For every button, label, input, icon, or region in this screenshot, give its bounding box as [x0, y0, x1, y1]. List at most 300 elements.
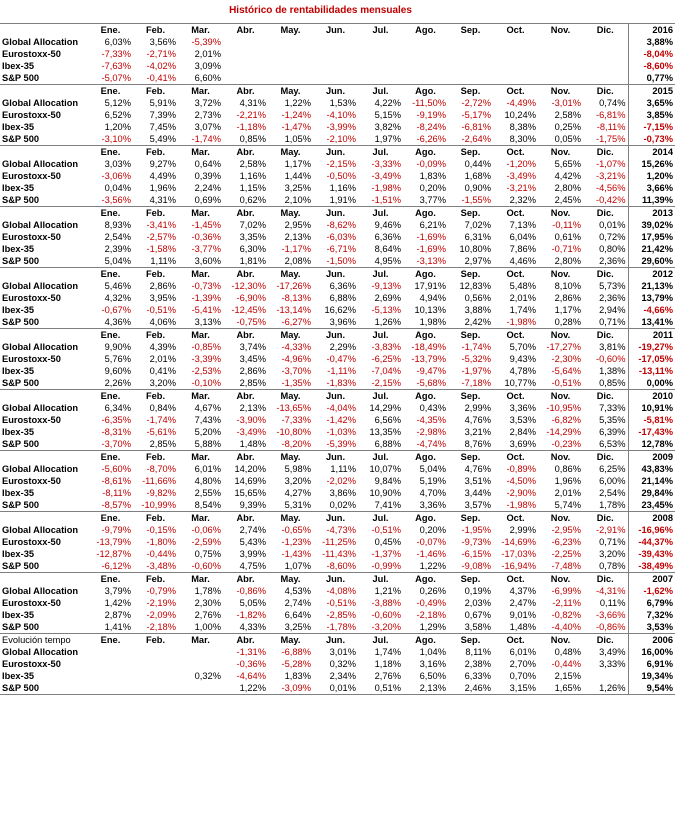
- monthly-return-cell: 6,30%: [239, 244, 266, 254]
- monthly-return-cell: -3,01%: [551, 98, 581, 108]
- monthly-return-cell: 1,38%: [599, 366, 626, 376]
- fund-name: S&P 500: [0, 682, 88, 695]
- monthly-return-cell: -1,51%: [358, 194, 403, 207]
- monthly-return-cell: -0,67%: [101, 305, 131, 315]
- monthly-return-cell: -8,70%: [146, 464, 176, 474]
- month-header: Oct.: [493, 634, 538, 647]
- monthly-return-cell: 6,56%: [374, 415, 401, 425]
- fund-row: [0, 121, 675, 133]
- annual-return-cell: -7,15%: [628, 121, 675, 133]
- monthly-return-cell: 6,33%: [464, 671, 491, 681]
- monthly-return-cell: 6,31%: [464, 232, 491, 242]
- monthly-return-cell: 2,80%: [538, 255, 583, 268]
- monthly-return-cell: 0,43%: [419, 403, 446, 413]
- fund-name: S&P 500: [0, 560, 88, 573]
- month-header: Nov.: [538, 24, 583, 37]
- month-header: Ago.: [403, 451, 448, 464]
- month-header: Abr.: [223, 146, 268, 159]
- monthly-return-cell: -8,61%: [101, 476, 131, 486]
- monthly-return-cell: 4,76%: [464, 464, 491, 474]
- fund-name: Eurostoxx-50: [2, 232, 61, 242]
- month-header: Dic.: [583, 390, 628, 403]
- year-label: 2014: [628, 146, 675, 159]
- monthly-return-cell: -1,46%: [416, 549, 446, 559]
- monthly-return-cell: -0,79%: [146, 586, 176, 596]
- monthly-return-cell: 1,96%: [149, 183, 176, 193]
- fund-row: [0, 524, 675, 536]
- monthly-return-cell: -5,39%: [313, 438, 358, 451]
- annual-return-cell: 13,41%: [628, 316, 675, 329]
- annual-return-cell: 11,39%: [628, 194, 675, 207]
- monthly-return-cell: 4,36%: [88, 316, 133, 329]
- month-header: Abr.: [223, 24, 268, 37]
- monthly-return-cell: 0,41%: [149, 366, 176, 376]
- monthly-return-cell: -6,81%: [596, 110, 626, 120]
- month-header: Oct.: [493, 24, 538, 37]
- monthly-return-cell: 0,90%: [464, 183, 491, 193]
- monthly-return-cell: -0,06%: [191, 525, 221, 535]
- monthly-return-cell: -0,41%: [133, 72, 178, 85]
- monthly-return-cell: -1,11%: [327, 366, 356, 376]
- month-header: Oct.: [493, 268, 538, 281]
- monthly-return-cell: -0,36%: [236, 659, 266, 669]
- monthly-return-cell: 3,74%: [239, 342, 266, 352]
- fund-row: [0, 560, 675, 573]
- month-header: Dic.: [583, 85, 628, 98]
- monthly-return-cell: -3,77%: [191, 244, 221, 254]
- monthly-return-cell: -6,03%: [326, 232, 356, 242]
- monthly-return-cell: [403, 48, 448, 60]
- monthly-return-cell: 1,17%: [554, 305, 581, 315]
- monthly-return-cell: -3,21%: [596, 171, 626, 181]
- fund-name: Eurostoxx-50: [2, 598, 61, 608]
- monthly-return-cell: 6,36%: [329, 281, 356, 291]
- monthly-return-cell: -6,99%: [551, 586, 581, 596]
- year-header-row: [0, 451, 675, 464]
- annual-return-cell: -4,66%: [628, 304, 675, 316]
- month-header: Jul.: [358, 24, 403, 37]
- monthly-return-cell: 4,67%: [194, 403, 221, 413]
- monthly-return-cell: -9,73%: [461, 537, 491, 547]
- fund-row: [0, 133, 675, 146]
- monthly-return-cell: 1,11%: [330, 464, 356, 474]
- month-header: Sep.: [448, 146, 493, 159]
- year-header-row: [0, 573, 675, 586]
- monthly-return-cell: 3,35%: [239, 232, 266, 242]
- monthly-return-cell: 1,07%: [268, 560, 313, 573]
- monthly-return-cell: 6,25%: [599, 464, 626, 474]
- monthly-return-cell: 6,03%: [104, 37, 131, 47]
- fund-name: Global Allocation: [2, 525, 79, 535]
- fund-name: Global Allocation: [2, 220, 79, 230]
- monthly-return-cell: 1,83%: [284, 671, 311, 681]
- monthly-return-cell: -11,43%: [322, 549, 356, 559]
- month-header: Mar.: [178, 207, 223, 220]
- monthly-return-cell: 0,69%: [178, 194, 223, 207]
- fund-name: S&P 500: [0, 377, 88, 390]
- monthly-return-cell: 0,70%: [509, 671, 536, 681]
- fund-row: [0, 243, 675, 255]
- monthly-return-cell: 1,78%: [194, 586, 221, 596]
- monthly-return-cell: 3,45%: [239, 354, 266, 364]
- annual-return-cell: -39,43%: [628, 548, 675, 560]
- monthly-return-cell: 3,20%: [133, 377, 178, 390]
- monthly-return-cell: -5,17%: [461, 110, 491, 120]
- monthly-return-cell: 0,85%: [223, 133, 268, 146]
- monthly-return-cell: 2,01%: [194, 49, 221, 59]
- monthly-return-cell: 4,31%: [239, 98, 266, 108]
- annual-return-cell: 43,83%: [628, 463, 675, 475]
- monthly-return-cell: 0,80%: [599, 244, 626, 254]
- monthly-return-cell: 9,90%: [104, 342, 131, 352]
- monthly-return-cell: 1,48%: [493, 621, 538, 634]
- month-header: Sep.: [448, 512, 493, 525]
- month-header: May.: [268, 268, 313, 281]
- month-header: Abr.: [223, 634, 268, 647]
- monthly-return-cell: -5,68%: [403, 377, 448, 390]
- monthly-return-cell: 0,01%: [599, 220, 626, 230]
- month-header: Jul.: [358, 512, 403, 525]
- monthly-return-cell: -6,25%: [371, 354, 401, 364]
- monthly-return-cell: -2,64%: [448, 133, 493, 146]
- fund-name: Ibex-35: [2, 549, 35, 559]
- monthly-return-cell: 6,36%: [374, 232, 401, 242]
- monthly-return-cell: -13,79%: [411, 354, 446, 364]
- monthly-return-cell: -0,60%: [178, 560, 223, 573]
- monthly-return-cell: -17,03%: [501, 549, 536, 559]
- monthly-return-cell: -4,40%: [538, 621, 583, 634]
- monthly-return-cell: 1,74%: [509, 305, 536, 315]
- monthly-return-cell: 3,51%: [464, 476, 491, 486]
- monthly-return-cell: 10,07%: [369, 464, 401, 474]
- monthly-return-cell: 2,13%: [403, 682, 448, 695]
- month-header: Oct.: [493, 573, 538, 586]
- fund-row: [0, 548, 675, 560]
- annual-return-cell: 21,14%: [628, 475, 675, 487]
- monthly-return-cell: 3,49%: [599, 647, 626, 657]
- fund-row: [0, 280, 675, 292]
- monthly-return-cell: 4,49%: [149, 171, 176, 181]
- monthly-return-cell: 4,80%: [194, 476, 221, 486]
- header-label-cell: [0, 146, 88, 159]
- monthly-return-cell: 0,62%: [223, 194, 268, 207]
- sheet-title: Histórico de rentabilidades mensuales: [229, 5, 412, 16]
- annual-return-cell: 16,00%: [628, 646, 675, 658]
- monthly-return-cell: -2,71%: [146, 49, 176, 59]
- monthly-return-cell: 3,25%: [268, 621, 313, 634]
- monthly-return-cell: 2,13%: [239, 403, 266, 413]
- monthly-return-cell: [358, 60, 403, 72]
- monthly-return-cell: -0,82%: [551, 610, 581, 620]
- monthly-return-cell: -3,49%: [506, 171, 536, 181]
- month-header: Nov.: [538, 451, 583, 464]
- fund-name: Eurostoxx-50: [2, 49, 61, 59]
- month-header: May.: [268, 634, 313, 647]
- annual-return-cell: 10,91%: [628, 402, 675, 414]
- month-header: Nov.: [538, 512, 583, 525]
- monthly-return-cell: 0,71%: [599, 537, 626, 547]
- month-header: Feb.: [133, 146, 178, 159]
- fund-row: [0, 682, 675, 695]
- monthly-return-cell: 3,20%: [599, 549, 626, 559]
- monthly-return-cell: [583, 36, 628, 48]
- monthly-return-cell: 4,76%: [464, 415, 491, 425]
- month-header: Jun.: [313, 207, 358, 220]
- year-header-row: [0, 512, 675, 525]
- monthly-return-cell: 3,07%: [194, 122, 221, 132]
- month-header: Mar.: [178, 512, 223, 525]
- monthly-return-cell: -0,49%: [416, 598, 446, 608]
- monthly-return-cell: 4,42%: [554, 171, 581, 181]
- monthly-return-cell: 4,33%: [223, 621, 268, 634]
- monthly-return-cell: -0,44%: [551, 659, 581, 669]
- fund-row: [0, 231, 675, 243]
- month-header: Oct.: [493, 512, 538, 525]
- monthly-return-cell: [88, 670, 133, 682]
- year-header-row: [0, 146, 675, 159]
- monthly-return-cell: -1,75%: [583, 133, 628, 146]
- fund-name: S&P 500: [0, 133, 88, 146]
- monthly-return-cell: 1,15%: [239, 183, 266, 193]
- fund-row: [0, 585, 675, 597]
- fund-row: [0, 536, 675, 548]
- monthly-return-cell: 5,12%: [104, 98, 131, 108]
- month-header: Oct.: [493, 451, 538, 464]
- monthly-return-cell: -0,86%: [583, 621, 628, 634]
- month-header: Oct.: [493, 207, 538, 220]
- monthly-return-cell: 1,26%: [583, 682, 628, 695]
- monthly-return-cell: 10,77%: [493, 377, 538, 390]
- monthly-return-cell: 2,08%: [268, 255, 313, 268]
- monthly-return-cell: -6,35%: [101, 415, 131, 425]
- month-header: Ago.: [403, 207, 448, 220]
- monthly-return-cell: 10,24%: [504, 110, 536, 120]
- month-header: Ene.: [88, 24, 133, 37]
- month-header: Feb.: [133, 329, 178, 342]
- month-header: Ago.: [403, 634, 448, 647]
- monthly-return-cell: 6,01%: [194, 464, 221, 474]
- month-header: Jun.: [313, 85, 358, 98]
- monthly-return-cell: -10,80%: [276, 427, 311, 437]
- monthly-return-cell: -0,75%: [223, 316, 268, 329]
- month-header: Jun.: [313, 634, 358, 647]
- fund-row: [0, 72, 675, 85]
- fund-row: [0, 60, 675, 72]
- monthly-return-cell: 0,32%: [329, 659, 356, 669]
- fund-name: Global Allocation: [2, 403, 79, 413]
- fund-name: Ibex-35: [2, 61, 35, 71]
- monthly-return-cell: -6,81%: [461, 122, 491, 132]
- monthly-return-cell: 3,01%: [329, 647, 356, 657]
- monthly-return-cell: -8,20%: [268, 438, 313, 451]
- monthly-return-cell: 2,84%: [509, 427, 536, 437]
- monthly-return-cell: 9,43%: [509, 354, 536, 364]
- monthly-return-cell: 5,46%: [104, 281, 131, 291]
- monthly-return-cell: 6,39%: [599, 427, 626, 437]
- header-label-cell: [0, 207, 88, 220]
- monthly-return-cell: 2,97%: [448, 255, 493, 268]
- annual-return-cell: 29,60%: [628, 255, 675, 268]
- monthly-return-cell: -1,42%: [326, 415, 356, 425]
- monthly-return-cell: -1,45%: [191, 220, 221, 230]
- monthly-return-cell: -4,35%: [416, 415, 446, 425]
- monthly-return-cell: 8,64%: [374, 244, 401, 254]
- monthly-return-cell: -3,83%: [371, 342, 401, 352]
- annual-return-cell: 0,00%: [628, 377, 675, 390]
- monthly-return-cell: -1,39%: [191, 293, 221, 303]
- month-header: Ene.: [88, 207, 133, 220]
- year-header-row: [0, 85, 675, 98]
- fund-row: [0, 170, 675, 182]
- monthly-return-cell: 3,99%: [239, 549, 266, 559]
- monthly-return-cell: 1,68%: [464, 171, 491, 181]
- month-header: Ene.: [88, 329, 133, 342]
- monthly-return-cell: -1,98%: [371, 183, 401, 193]
- monthly-return-cell: [403, 36, 448, 48]
- monthly-return-cell: -0,65%: [281, 525, 311, 535]
- monthly-return-cell: 1,11%: [133, 255, 178, 268]
- monthly-return-cell: -11,25%: [322, 537, 356, 547]
- fund-row: [0, 609, 675, 621]
- monthly-return-cell: [583, 60, 628, 72]
- fund-name: S&P 500: [0, 72, 88, 85]
- monthly-return-cell: -1,74%: [461, 342, 491, 352]
- monthly-return-cell: 2,69%: [374, 293, 401, 303]
- monthly-return-cell: 9,60%: [104, 366, 131, 376]
- monthly-return-cell: 1,97%: [358, 133, 403, 146]
- year-label: 2016: [628, 24, 675, 37]
- monthly-return-cell: 1,44%: [284, 171, 311, 181]
- fund-name: Ibex-35: [2, 244, 35, 254]
- month-header: Ene.: [88, 146, 133, 159]
- monthly-return-cell: 3,82%: [374, 122, 401, 132]
- monthly-return-cell: -7,18%: [448, 377, 493, 390]
- monthly-return-cell: -2,02%: [326, 476, 356, 486]
- monthly-return-cell: 2,76%: [374, 671, 401, 681]
- monthly-return-cell: -3,90%: [236, 415, 266, 425]
- monthly-return-cell: -2,30%: [551, 354, 581, 364]
- month-header: Nov.: [538, 146, 583, 159]
- monthly-return-cell: [223, 48, 268, 60]
- monthly-return-cell: -8,11%: [596, 122, 626, 132]
- fund-row: [0, 621, 675, 634]
- monthly-return-cell: 2,26%: [88, 377, 133, 390]
- monthly-return-cell: -5,64%: [551, 366, 581, 376]
- monthly-return-cell: -1,24%: [281, 110, 311, 120]
- fund-name: Global Allocation: [2, 281, 79, 291]
- monthly-return-cell: 3,16%: [419, 659, 446, 669]
- monthly-return-cell: -2,09%: [146, 610, 176, 620]
- month-header: Sep.: [448, 451, 493, 464]
- monthly-return-cell: -0,42%: [583, 194, 628, 207]
- month-header: Mar.: [178, 451, 223, 464]
- month-header: Jul.: [358, 146, 403, 159]
- monthly-return-cell: 1,29%: [403, 621, 448, 634]
- monthly-return-cell: 4,70%: [419, 488, 446, 498]
- month-header: Ene.: [88, 268, 133, 281]
- monthly-return-cell: -6,82%: [551, 415, 581, 425]
- monthly-return-cell: 2,55%: [194, 488, 221, 498]
- monthly-return-cell: 4,06%: [133, 316, 178, 329]
- monthly-return-cell: -4,33%: [281, 342, 311, 352]
- monthly-return-cell: [88, 682, 133, 695]
- monthly-return-cell: 7,02%: [239, 220, 266, 230]
- monthly-return-cell: [403, 60, 448, 72]
- month-header: Feb.: [133, 390, 178, 403]
- header-label-cell: [0, 512, 88, 525]
- monthly-return-cell: 3,36%: [509, 403, 536, 413]
- month-header: Jul.: [358, 207, 403, 220]
- returns-table: [0, 23, 675, 695]
- monthly-return-cell: 1,91%: [313, 194, 358, 207]
- month-header: Dic.: [583, 634, 628, 647]
- fund-name: S&P 500: [0, 499, 88, 512]
- fund-name: Eurostoxx-50: [2, 171, 61, 181]
- monthly-return-cell: 3,81%: [599, 342, 626, 352]
- monthly-return-cell: 9,01%: [509, 610, 536, 620]
- year-header-row: [0, 390, 675, 403]
- month-header: Ago.: [403, 512, 448, 525]
- annual-return-cell: -8,04%: [628, 48, 675, 60]
- monthly-return-cell: 3,33%: [599, 659, 626, 669]
- month-header: Dic.: [583, 207, 628, 220]
- monthly-return-cell: 4,39%: [149, 342, 176, 352]
- monthly-return-cell: -3,21%: [506, 183, 536, 193]
- fund-row: [0, 499, 675, 512]
- monthly-return-cell: -8,11%: [102, 488, 131, 498]
- monthly-return-cell: -1,95%: [461, 525, 491, 535]
- monthly-return-cell: 2,34%: [329, 671, 356, 681]
- header-label-cell: [0, 85, 88, 98]
- monthly-return-cell: [493, 60, 538, 72]
- month-header: Oct.: [493, 146, 538, 159]
- monthly-return-cell: 3,86%: [329, 488, 356, 498]
- monthly-return-cell: -2,18%: [416, 610, 446, 620]
- monthly-return-cell: -3,70%: [281, 366, 311, 376]
- month-header: Dic.: [583, 451, 628, 464]
- annual-return-cell: 21,13%: [628, 280, 675, 292]
- monthly-return-cell: 5,04%: [419, 464, 446, 474]
- annual-return-cell: -17,05%: [628, 353, 675, 365]
- monthly-return-cell: -9,47%: [416, 366, 446, 376]
- month-header: Ene.: [88, 634, 133, 647]
- monthly-return-cell: -0,07%: [416, 537, 446, 547]
- monthly-return-cell: 10,80%: [459, 244, 491, 254]
- monthly-return-cell: 3,72%: [194, 98, 221, 108]
- monthly-return-cell: 6,53%: [583, 438, 628, 451]
- fund-name: Global Allocation: [2, 464, 79, 474]
- monthly-return-cell: -6,15%: [461, 549, 491, 559]
- month-header: Sep.: [448, 207, 493, 220]
- monthly-return-cell: [583, 670, 628, 682]
- month-header: Feb.: [133, 634, 178, 647]
- year-label: 2011: [628, 329, 675, 342]
- annual-return-cell: 3,53%: [628, 621, 675, 634]
- monthly-return-cell: -2,98%: [416, 427, 446, 437]
- fund-name: Ibex-35: [2, 488, 35, 498]
- monthly-return-cell: -9,08%: [448, 560, 493, 573]
- monthly-return-cell: 4,53%: [284, 586, 311, 596]
- fund-row: [0, 194, 675, 207]
- monthly-return-cell: 4,75%: [223, 560, 268, 573]
- monthly-return-cell: 2,29%: [329, 342, 356, 352]
- monthly-return-cell: 1,41%: [88, 621, 133, 634]
- monthly-return-cell: -5,41%: [191, 305, 221, 315]
- monthly-return-cell: 3,03%: [104, 159, 131, 169]
- month-header: Ago.: [403, 390, 448, 403]
- monthly-return-cell: -0,44%: [146, 549, 176, 559]
- month-header: Jul.: [358, 634, 403, 647]
